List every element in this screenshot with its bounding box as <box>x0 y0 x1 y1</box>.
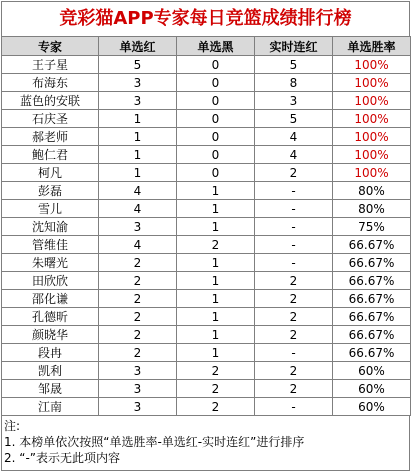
streak-cell: 8 <box>255 74 333 92</box>
single-black-cell: 2 <box>177 362 255 380</box>
notes-line-2: 2. “-”表示无此项内容 <box>4 451 121 465</box>
table-row <box>2 200 411 218</box>
win-rate-cell: 66.67% <box>333 344 411 362</box>
single-black-cell: 0 <box>177 56 255 74</box>
expert-name-cell: 郝老师 <box>2 128 99 146</box>
single-red-cell: 1 <box>99 164 177 182</box>
notes-line-1: 1. 本榜单依次按照“单选胜率-单选红-实时连红”进行排序 <box>4 435 305 449</box>
single-red-cell: 3 <box>99 92 177 110</box>
streak-cell: 2 <box>255 308 333 326</box>
streak-cell: - <box>255 218 333 236</box>
expert-name-cell: 江南 <box>2 398 99 416</box>
expert-name-cell: 邵化谦 <box>2 290 99 308</box>
single-red-cell: 3 <box>99 218 177 236</box>
table-row <box>2 272 411 290</box>
header-single-black: 单选黑 <box>177 37 255 56</box>
single-black-cell: 1 <box>177 254 255 272</box>
table-row <box>2 164 411 182</box>
expert-name-cell: 鲍仁君 <box>2 146 99 164</box>
single-red-cell: 4 <box>99 200 177 218</box>
win-rate-cell: 100% <box>333 56 411 74</box>
expert-name-cell: 邹晟 <box>2 380 99 398</box>
single-black-cell: 1 <box>177 326 255 344</box>
expert-name-cell: 沈知渝 <box>2 218 99 236</box>
table-row <box>2 56 411 74</box>
table-row <box>2 74 411 92</box>
streak-cell: - <box>255 344 333 362</box>
expert-name-cell: 蓝色的安联 <box>2 92 99 110</box>
streak-cell: 2 <box>255 164 333 182</box>
streak-cell: 2 <box>255 272 333 290</box>
single-red-cell: 3 <box>99 380 177 398</box>
single-red-cell: 1 <box>99 110 177 128</box>
table-row <box>2 236 411 254</box>
single-black-cell: 2 <box>177 380 255 398</box>
expert-name-cell: 田欣欣 <box>2 272 99 290</box>
single-black-cell: 1 <box>177 182 255 200</box>
streak-cell: 5 <box>255 110 333 128</box>
single-black-cell: 2 <box>177 236 255 254</box>
table-row <box>2 92 411 110</box>
win-rate-cell: 66.67% <box>333 326 411 344</box>
streak-cell: 3 <box>255 92 333 110</box>
table-row <box>2 308 411 326</box>
streak-cell: 2 <box>255 326 333 344</box>
page-title: 竞彩猫APP专家每日竞篮成绩排行榜 <box>1 1 410 36</box>
single-red-cell: 2 <box>99 254 177 272</box>
single-black-cell: 0 <box>177 128 255 146</box>
single-red-cell: 2 <box>99 308 177 326</box>
header-single-red: 单选红 <box>99 37 177 56</box>
single-black-cell: 0 <box>177 110 255 128</box>
single-black-cell: 2 <box>177 398 255 416</box>
streak-cell: - <box>255 254 333 272</box>
win-rate-cell: 80% <box>333 200 411 218</box>
win-rate-cell: 66.67% <box>333 290 411 308</box>
table-row <box>2 326 411 344</box>
single-black-cell: 1 <box>177 200 255 218</box>
single-black-cell: 0 <box>177 164 255 182</box>
expert-name-cell: 王子星 <box>2 56 99 74</box>
table-row <box>2 380 411 398</box>
expert-name-cell: 雪儿 <box>2 200 99 218</box>
header-streak: 实时连红 <box>255 37 333 56</box>
single-black-cell: 1 <box>177 308 255 326</box>
table-body <box>2 56 411 416</box>
win-rate-cell: 66.67% <box>333 308 411 326</box>
single-black-cell: 1 <box>177 344 255 362</box>
streak-cell: 4 <box>255 128 333 146</box>
notes-section <box>1 416 410 471</box>
single-red-cell: 3 <box>99 362 177 380</box>
table-row <box>2 146 411 164</box>
expert-name-cell: 布海东 <box>2 74 99 92</box>
streak-cell: - <box>255 398 333 416</box>
single-red-cell: 2 <box>99 326 177 344</box>
win-rate-cell: 66.67% <box>333 272 411 290</box>
single-black-cell: 0 <box>177 92 255 110</box>
expert-name-cell: 柯凡 <box>2 164 99 182</box>
single-red-cell: 4 <box>99 236 177 254</box>
win-rate-cell: 66.67% <box>333 236 411 254</box>
table-row <box>2 290 411 308</box>
streak-cell: - <box>255 200 333 218</box>
table-header-row <box>2 37 411 56</box>
single-red-cell: 3 <box>99 398 177 416</box>
ranking-sheet <box>1 1 410 471</box>
win-rate-cell: 100% <box>333 164 411 182</box>
streak-cell: 2 <box>255 380 333 398</box>
single-black-cell: 1 <box>177 290 255 308</box>
expert-name-cell: 凯利 <box>2 362 99 380</box>
expert-name-cell: 朱曙光 <box>2 254 99 272</box>
single-red-cell: 3 <box>99 74 177 92</box>
streak-cell: - <box>255 236 333 254</box>
notes-heading: 注: <box>4 419 21 433</box>
streak-cell: 2 <box>255 290 333 308</box>
header-expert: 专家 <box>2 37 99 56</box>
single-red-cell: 1 <box>99 146 177 164</box>
single-black-cell: 0 <box>177 74 255 92</box>
win-rate-cell: 100% <box>333 92 411 110</box>
win-rate-cell: 75% <box>333 218 411 236</box>
single-black-cell: 1 <box>177 218 255 236</box>
table-row <box>2 218 411 236</box>
expert-name-cell: 石庆圣 <box>2 110 99 128</box>
expert-name-cell: 段冉 <box>2 344 99 362</box>
win-rate-cell: 60% <box>333 362 411 380</box>
header-win-rate: 单选胜率 <box>333 37 411 56</box>
single-red-cell: 2 <box>99 344 177 362</box>
single-red-cell: 2 <box>99 290 177 308</box>
win-rate-cell: 100% <box>333 128 411 146</box>
table-row <box>2 110 411 128</box>
table-row <box>2 398 411 416</box>
win-rate-cell: 60% <box>333 398 411 416</box>
table-row <box>2 128 411 146</box>
single-red-cell: 4 <box>99 182 177 200</box>
expert-name-cell: 颜晓华 <box>2 326 99 344</box>
single-black-cell: 0 <box>177 146 255 164</box>
single-red-cell: 1 <box>99 128 177 146</box>
table-row <box>2 344 411 362</box>
expert-name-cell: 彭磊 <box>2 182 99 200</box>
streak-cell: 2 <box>255 362 333 380</box>
streak-cell: 5 <box>255 56 333 74</box>
win-rate-cell: 60% <box>333 380 411 398</box>
table-row <box>2 254 411 272</box>
win-rate-cell: 80% <box>333 182 411 200</box>
single-black-cell: 1 <box>177 272 255 290</box>
ranking-table <box>1 36 411 416</box>
win-rate-cell: 66.67% <box>333 254 411 272</box>
table-row <box>2 362 411 380</box>
expert-name-cell: 孔德昕 <box>2 308 99 326</box>
win-rate-cell: 100% <box>333 146 411 164</box>
expert-name-cell: 管维佳 <box>2 236 99 254</box>
win-rate-cell: 100% <box>333 74 411 92</box>
streak-cell: - <box>255 182 333 200</box>
streak-cell: 4 <box>255 146 333 164</box>
single-red-cell: 5 <box>99 56 177 74</box>
win-rate-cell: 100% <box>333 110 411 128</box>
table-row <box>2 182 411 200</box>
single-red-cell: 2 <box>99 272 177 290</box>
